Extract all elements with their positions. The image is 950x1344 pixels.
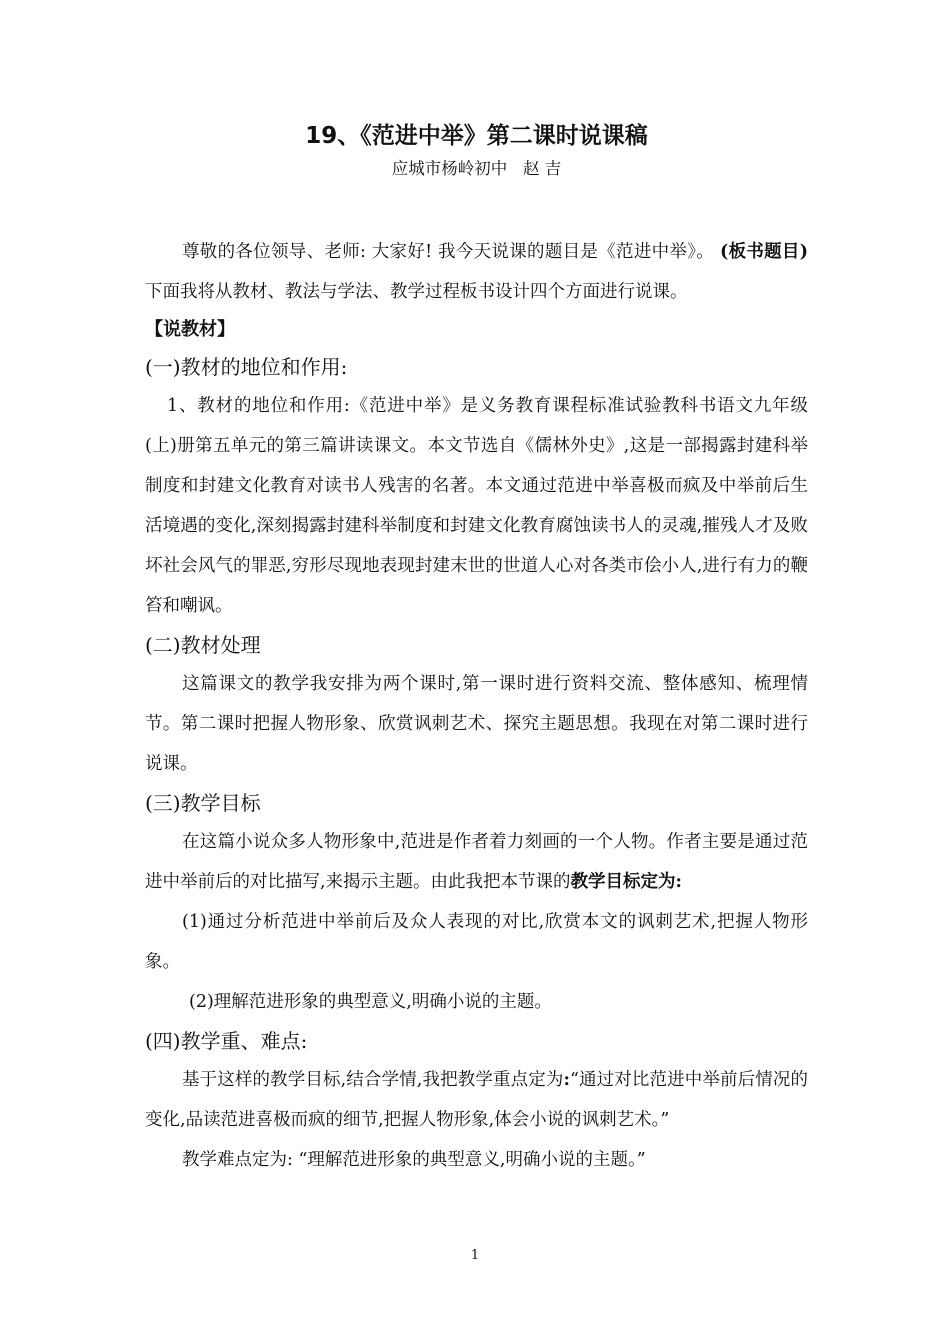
subsection-heading-2: (二)教材处理	[145, 633, 261, 657]
goal-2: (2)理解范进形象的典型意义,明确小说的主题。	[189, 992, 552, 1012]
key-point-colon: :	[563, 1070, 570, 1090]
subsection-heading-3: (三)教学目标	[145, 791, 261, 815]
document-author: 应城市杨岭初中 赵 吉	[391, 159, 562, 178]
section-title: 【说教材】	[145, 319, 235, 340]
intro-bold-note: (板书题目)	[719, 242, 808, 262]
intro-text-after: 下面我将从教材、教法与学法、教学过程板书设计四个方面进行说课。	[145, 282, 688, 302]
subsection-1-paragraph: 1、教材的地位和作用:《范进中举》是义务教育课程标准试验教科书语文九年级(上)册第五单元的第三篇讲读课文。本文节选自《儒林外史》,这是一部揭露封建科举制度和封建文化教育对读书人残害的名著。本文通过范进中举喜极而疯及中举前后生活境遇的变化,深刻揭露封建科举制度和封建文化教育腐蚀读书人的灵魂,摧残人才及败坏社会风气的罪恶,穷形尽现地表现封建末世的世道人心对各类市侩小人,进行有力的鞭笞和嘲讽。	[145, 396, 808, 616]
subsection-2-paragraph: 这篇课文的教学我安排为两个课时,第一课时进行资料交流、整体感知、梳理情节。第二课时把握人物形象、欣赏讽刺艺术、探究主题思想。我现在对第二课时进行说课。	[145, 674, 808, 774]
subsection-3-bold-text: 教学目标定为:	[570, 872, 683, 892]
intro-paragraph	[145, 232, 808, 312]
subsection-3-main-text: 在这篇小说众多人物形象中,范进是作者着力刻画的一个人物。作者主要是通过范进中举前后的对比描写,来揭示主题。由此我把本节课的	[145, 832, 808, 892]
subsection-heading-4: (四)教学重、难点:	[145, 1029, 308, 1053]
subsection-heading-1: (一)教材的地位和作用:	[145, 355, 348, 379]
document-title: 19、《范进中举》第二课时说课稿	[305, 123, 648, 149]
goal-1: (1)通过分析范进中举前后及众人表现的对比,欣赏本文的讽刺艺术,把握人物形象。	[145, 912, 808, 972]
key-point-text: “通过对比范进中举前后情况的变化,品读范进喜极而疯的细节,把握人物形象,体会小说的讽刺艺术。”	[145, 1070, 808, 1130]
intro-text: 尊敬的各位领导、老师: 大家好! 我今天说课的题目是《范进中举》。	[182, 242, 720, 262]
subsection-3-paragraph	[145, 822, 808, 902]
page-number: 1	[470, 1248, 480, 1263]
key-point-paragraph	[145, 1060, 808, 1140]
difficulty-paragraph: 教学难点定为: “理解范进形象的典型意义,明确小说的主题。”	[182, 1150, 646, 1170]
document-page	[145, 118, 808, 1180]
key-point-prefix: 基于这样的教学目标,结合学情,我把教学重点定为	[182, 1070, 564, 1090]
